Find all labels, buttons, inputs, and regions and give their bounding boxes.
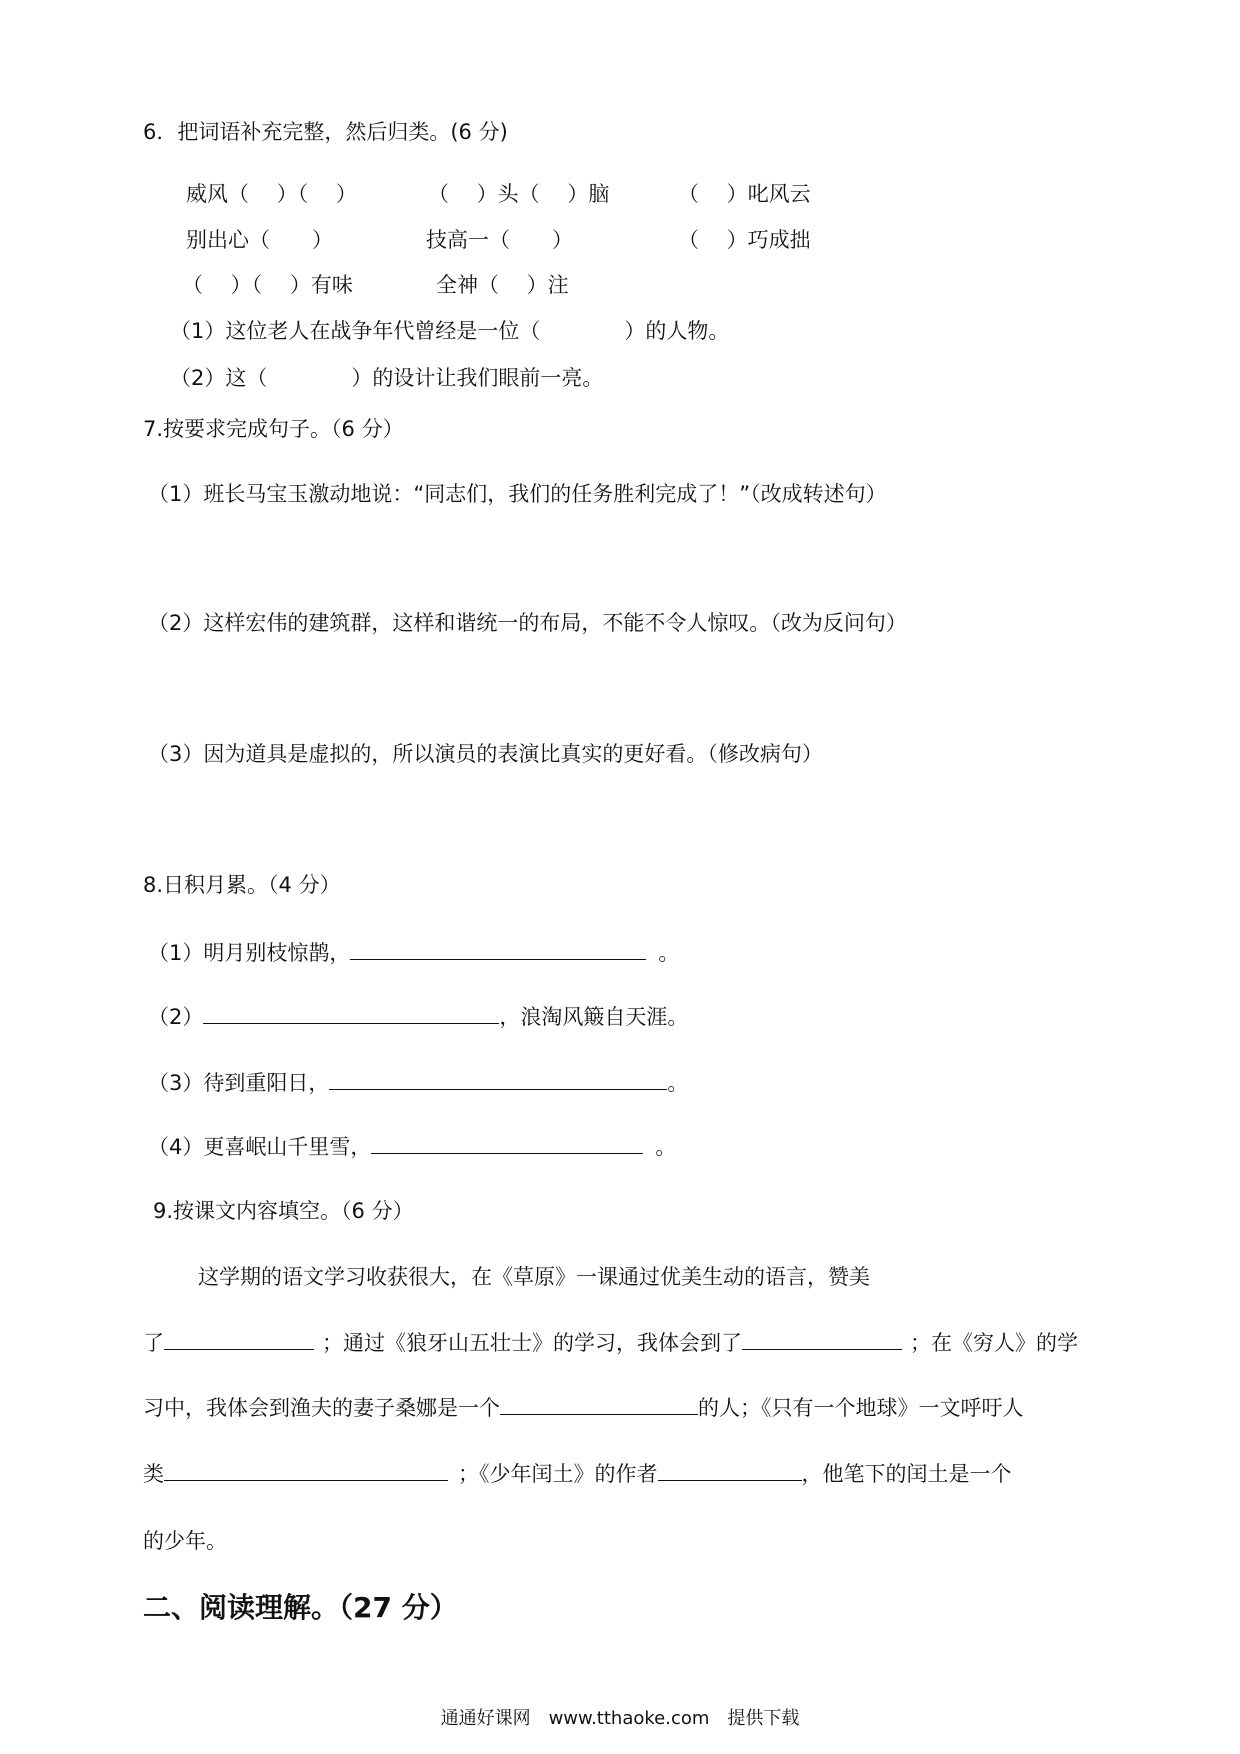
q6-word-6: （ ）巧成拙 bbox=[678, 228, 811, 252]
q7-item-3: （3）因为道具是虚拟的，所以演员的表演比真实的更好看。（修改病句） bbox=[148, 742, 823, 766]
q9-text: ；通过《狼牙山五壮士》的学习，我体会到了 bbox=[322, 1331, 742, 1355]
answer-blank[interactable] bbox=[164, 1329, 314, 1350]
q8-line-3 bbox=[148, 1069, 688, 1097]
q6-word-7: （ ）（ ）有味 bbox=[182, 273, 353, 297]
q9-paragraph-line-2 bbox=[143, 1329, 1078, 1357]
q8-line-4-end: 。 bbox=[655, 1135, 677, 1159]
q7-item-1: （1）班长马宝玉激动地说：“同志们，我们的任务胜利完成了！”（改成转述句） bbox=[148, 482, 887, 506]
q9-text: 了 bbox=[143, 1331, 164, 1355]
q9-paragraph-line-4 bbox=[143, 1460, 1012, 1488]
q6-word-4: 别出心（ ） bbox=[186, 228, 333, 252]
q8-heading: 8.日积月累。（4 分） bbox=[143, 873, 341, 897]
q6-word-8: 全神（ ）注 bbox=[436, 273, 569, 297]
q7-heading: 7.按要求完成句子。（6 分） bbox=[143, 417, 404, 441]
q9-paragraph-line-1: 这学期的语文学习收获很大，在《草原》一课通过优美生动的语言，赞美 bbox=[198, 1265, 870, 1289]
answer-blank[interactable] bbox=[371, 1133, 643, 1154]
q9-text: ，他笔下的闰土是一个 bbox=[801, 1462, 1012, 1486]
q6-word-3: （ ）叱风云 bbox=[678, 182, 811, 206]
q8-line-1-text: （1）明月别枝惊鹊， bbox=[148, 941, 351, 965]
q6-word-2: （ ）头（ ）脑 bbox=[428, 182, 610, 206]
answer-blank[interactable] bbox=[742, 1329, 902, 1350]
q7-item-2: （2）这样宏伟的建筑群，这样和谐统一的布局，不能不令人惊叹。（改为反问句） bbox=[148, 611, 907, 635]
q6-heading: 6．把词语补充完整，然后归类。(6 分) bbox=[143, 120, 508, 144]
q9-text: ；《少年闰土》的作者 bbox=[458, 1462, 658, 1486]
q8-line-3-end: 。 bbox=[667, 1071, 689, 1095]
q9-text: ；在《穷人》的学 bbox=[910, 1331, 1078, 1355]
answer-blank[interactable] bbox=[329, 1069, 667, 1090]
q8-line-1-end: 。 bbox=[658, 941, 680, 965]
section-heading: 二、阅读理解。（27 分） bbox=[143, 1591, 458, 1624]
q9-paragraph-line-5: 的少年。 bbox=[143, 1529, 227, 1553]
q9-paragraph-line-3 bbox=[143, 1394, 1024, 1422]
q8-line-2-text: （2） bbox=[148, 1005, 204, 1029]
answer-blank[interactable] bbox=[164, 1460, 448, 1481]
q8-line-4-text: （4）更喜岷山千里雪， bbox=[148, 1135, 372, 1159]
q6-sentence-2: （2）这（ ）的设计让我们眼前一亮。 bbox=[170, 366, 604, 390]
q8-line-4 bbox=[148, 1133, 676, 1161]
q8-line-2-end: ，浪淘风簸自天涯。 bbox=[499, 1005, 689, 1029]
q9-text: 类 bbox=[143, 1462, 164, 1486]
answer-blank[interactable] bbox=[658, 1460, 802, 1481]
q6-word-5: 技高一（ ） bbox=[426, 228, 573, 252]
answer-blank[interactable] bbox=[203, 1003, 499, 1024]
q8-line-3-text: （3）待到重阳日， bbox=[148, 1071, 330, 1095]
answer-blank[interactable] bbox=[350, 939, 646, 960]
q9-text: 的人；《只有一个地球》一文呼吁人 bbox=[698, 1396, 1024, 1420]
q9-heading: 9.按课文内容填空。（6 分） bbox=[153, 1199, 414, 1223]
q8-line-1 bbox=[148, 939, 679, 967]
q9-text: 习中，我体会到渔夫的妻子桑娜是一个 bbox=[143, 1396, 500, 1420]
page-footer: 通通好课网 www.tthaoke.com 提供下载 bbox=[440, 1708, 800, 1729]
answer-blank[interactable] bbox=[500, 1394, 698, 1415]
q8-line-2 bbox=[148, 1003, 688, 1031]
q6-sentence-1: （1）这位老人在战争年代曾经是一位（ ）的人物。 bbox=[170, 319, 730, 343]
q6-word-1: 威风（ ）（ ） bbox=[186, 182, 357, 206]
